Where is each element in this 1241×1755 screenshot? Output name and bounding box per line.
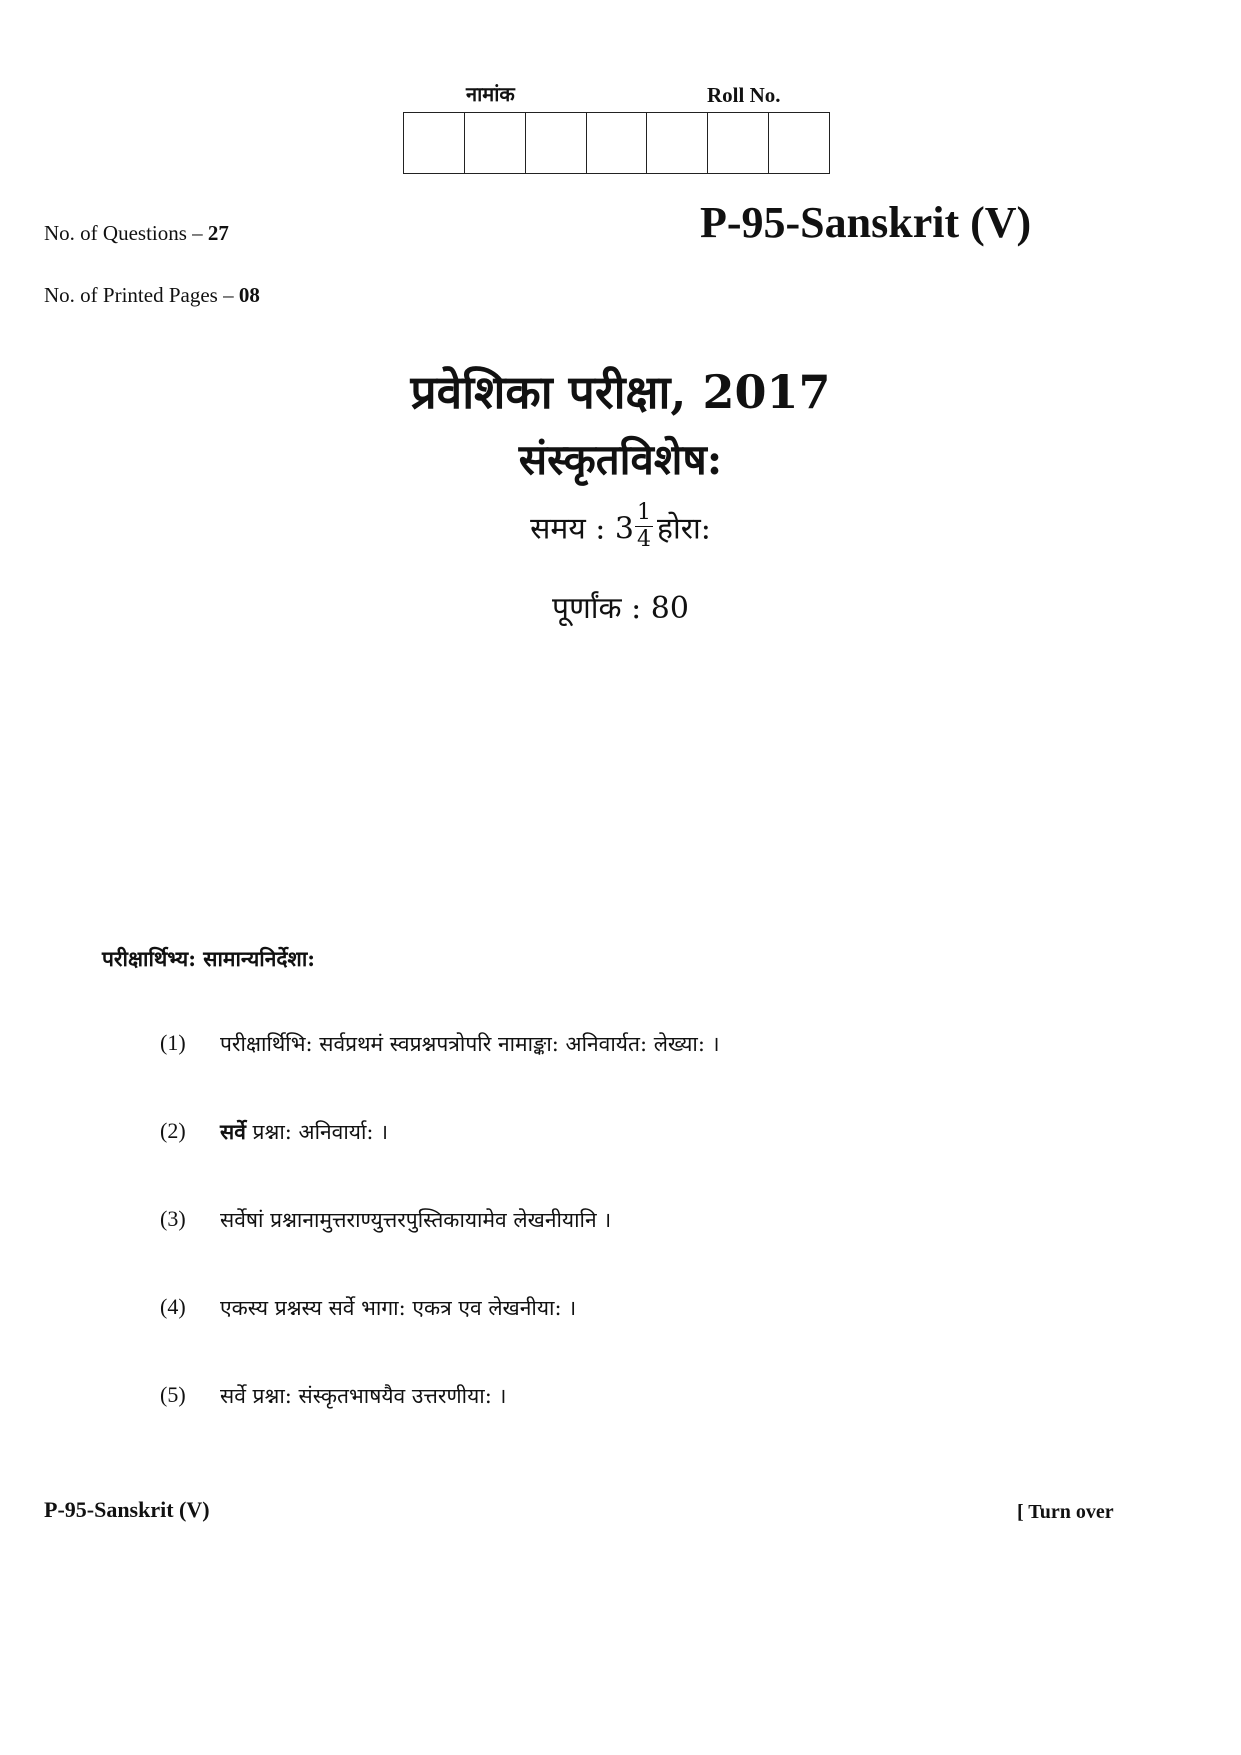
printed-pages-count <box>44 283 260 308</box>
paper-code: P-95-Sanskrit (V) <box>700 198 1032 247</box>
instruction-text-rest: प्रश्ना: अनिवार्या: । <box>245 1120 389 1144</box>
questions-label: No. of Questions – <box>44 221 208 245</box>
questions-count <box>44 221 229 246</box>
time-label: समय : 3 <box>530 511 635 547</box>
roll-number-box[interactable] <box>647 113 708 173</box>
exam-title: प्रवेशिका परीक्षा, 2017 <box>410 365 831 419</box>
instructions-heading: परीक्षार्थिभ्य: सामान्यनिर्देशा: <box>102 946 316 971</box>
roll-number-box[interactable] <box>587 113 648 173</box>
footer-paper-code: P-95-Sanskrit (V) <box>44 1497 210 1522</box>
instruction-number: (5) <box>160 1382 186 1407</box>
instruction-item <box>160 1382 1160 1470</box>
fraction-denominator: 4 <box>637 527 652 552</box>
roll-number-box[interactable] <box>465 113 526 173</box>
instruction-text: परीक्षार्थिभि: सर्वप्रथमं स्वप्रश्नपत्रोपरि नामाङ्का: अनिवार्यत: लेख्या: । <box>220 1032 720 1056</box>
instruction-item <box>160 1206 1160 1294</box>
instruction-number: (4) <box>160 1294 186 1319</box>
instruction-number: (1) <box>160 1030 186 1055</box>
pages-label: No. of Printed Pages – <box>44 283 239 307</box>
subject-title: संस्कृतविशेष: <box>518 435 723 484</box>
roll-number-box[interactable] <box>526 113 587 173</box>
roll-label-english: Roll No. <box>707 83 781 107</box>
instruction-text: सर्वेषां प्रश्नानामुत्तराण्युत्तरपुस्तिकायामेव लेखनीयानि । <box>220 1208 612 1232</box>
roll-label-hindi: नामांक <box>466 82 515 106</box>
roll-number-box[interactable] <box>708 113 769 173</box>
instruction-emphasis: सर्वे <box>220 1119 246 1144</box>
roll-number-box[interactable] <box>404 113 465 173</box>
instruction-text: एकस्य प्रश्नस्य सर्वे भागा: एकत्र एव लेखनीया: । <box>220 1296 577 1320</box>
time-fraction <box>635 502 653 551</box>
instruction-item <box>160 1118 1160 1206</box>
roll-number-boxes <box>403 112 830 174</box>
maximum-marks: पूर्णांक : 80 <box>552 591 689 626</box>
instruction-text: सर्वे प्रश्ना: संस्कृतभाषयैव उत्तरणीया: । <box>220 1384 507 1408</box>
instructions-list <box>160 1030 1160 1470</box>
time-allowed <box>0 500 1241 555</box>
questions-value: 27 <box>207 221 229 245</box>
time-unit: होरा: <box>657 511 711 547</box>
instruction-number: (2) <box>160 1118 186 1143</box>
turn-over-note: [ Turn over <box>1017 1501 1114 1523</box>
instruction-text <box>220 1118 388 1146</box>
pages-value: 08 <box>238 283 260 307</box>
instruction-number: (3) <box>160 1206 186 1231</box>
instruction-item <box>160 1294 1160 1382</box>
roll-number-box[interactable] <box>769 113 829 173</box>
fraction-numerator: 1 <box>637 500 652 525</box>
instruction-item <box>160 1030 1160 1118</box>
